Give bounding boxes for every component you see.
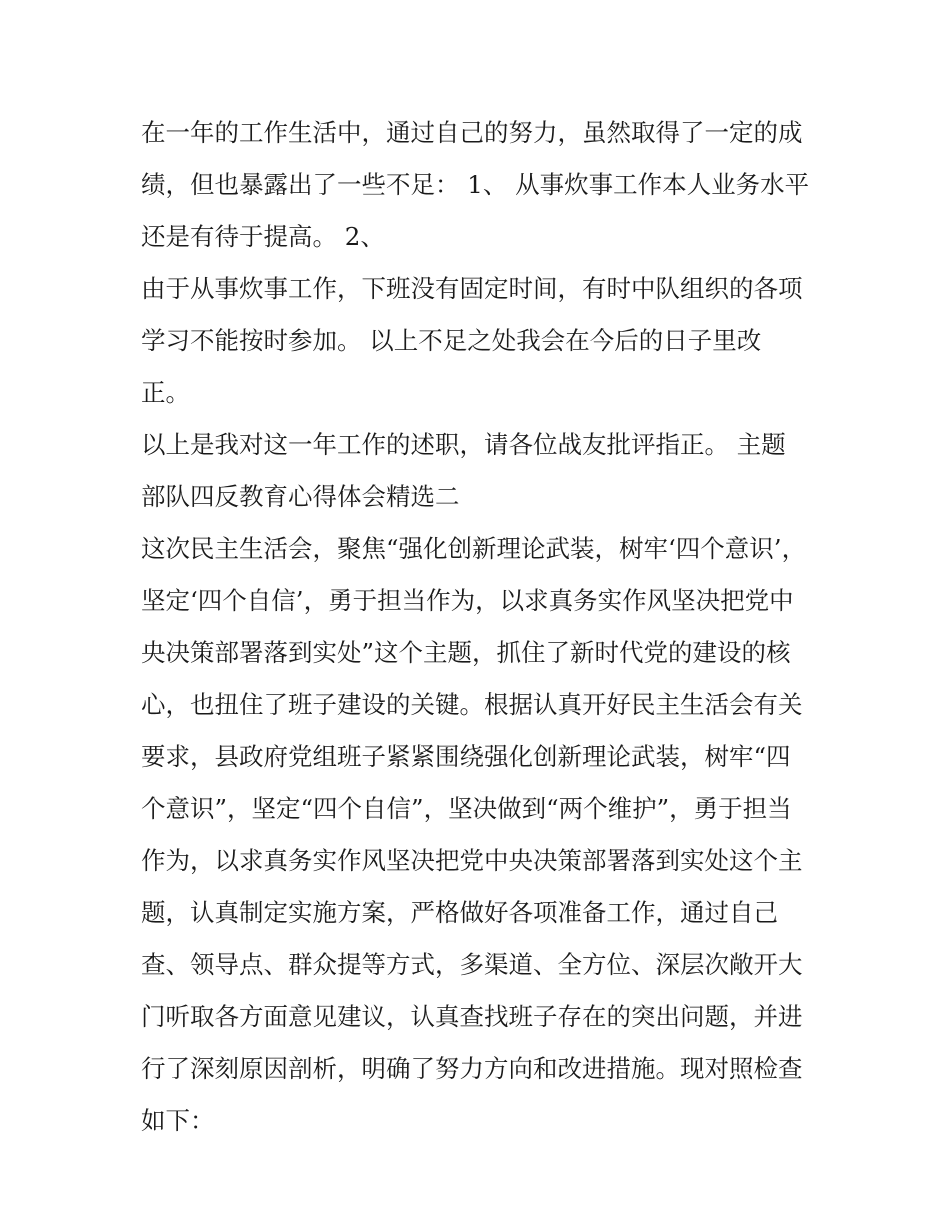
text-line: 以上是我对这一年工作的述职，请各位战友批评指正。 主题	[141, 430, 786, 459]
text-line: 门听取各方面意见建议，认真查找班子存在的突出问题，并进	[141, 1002, 803, 1031]
text-line: 题，认真制定实施方案，严格做好各项准备工作，通过自己	[141, 898, 778, 927]
text-line: 行了深刻原因剖析，明确了努力方向和改进措施。现对照检查	[141, 1054, 803, 1083]
text-line: 查、领导点、群众提等方式，多渠道、全方位、深层次敞开大	[141, 950, 803, 979]
document-body	[141, 107, 821, 1147]
text-line: 心，也扭住了班子建设的关键。根据认真开好民主生活会有关	[141, 690, 803, 719]
text-line: 由于从事炊事工作，下班没有固定时间，有时中队组织的各项	[141, 274, 803, 303]
text-line: 坚定‘四个自信’，勇于担当作为，以求真务实作风坚决把党中	[141, 586, 794, 615]
text-line: 个意识”，坚定“四个自信”，坚决做到“两个维护”，勇于担当	[141, 794, 792, 823]
text-line: 还是有待于提高。 2、	[141, 222, 385, 251]
text-line: 如下：	[141, 1106, 215, 1135]
text-line: 绩，但也暴露出了一些不足： 1、 从事炊事工作本人业务水平	[141, 170, 810, 199]
text-line: 学习不能按时参加。 以上不足之处我会在今后的日子里改	[141, 326, 762, 355]
text-line: 部队四反教育心得体会精选二	[141, 482, 460, 511]
text-line: 在一年的工作生活中，通过自己的努力，虽然取得了一定的成	[141, 118, 803, 147]
text-line: 要求，县政府党组班子紧紧围绕强化创新理论武装，树牢“四	[141, 742, 791, 771]
text-line: 作为，以求真务实作风坚决把党中央决策部署落到实处这个主	[141, 846, 803, 875]
text-line: 央决策部署落到实处”这个主题，抓住了新时代党的建设的核	[141, 638, 791, 667]
text-line: 正。	[141, 378, 190, 407]
text-line: 这次民主生活会，聚焦“强化创新理论武装，树牢‘四个意识’，	[141, 534, 807, 563]
